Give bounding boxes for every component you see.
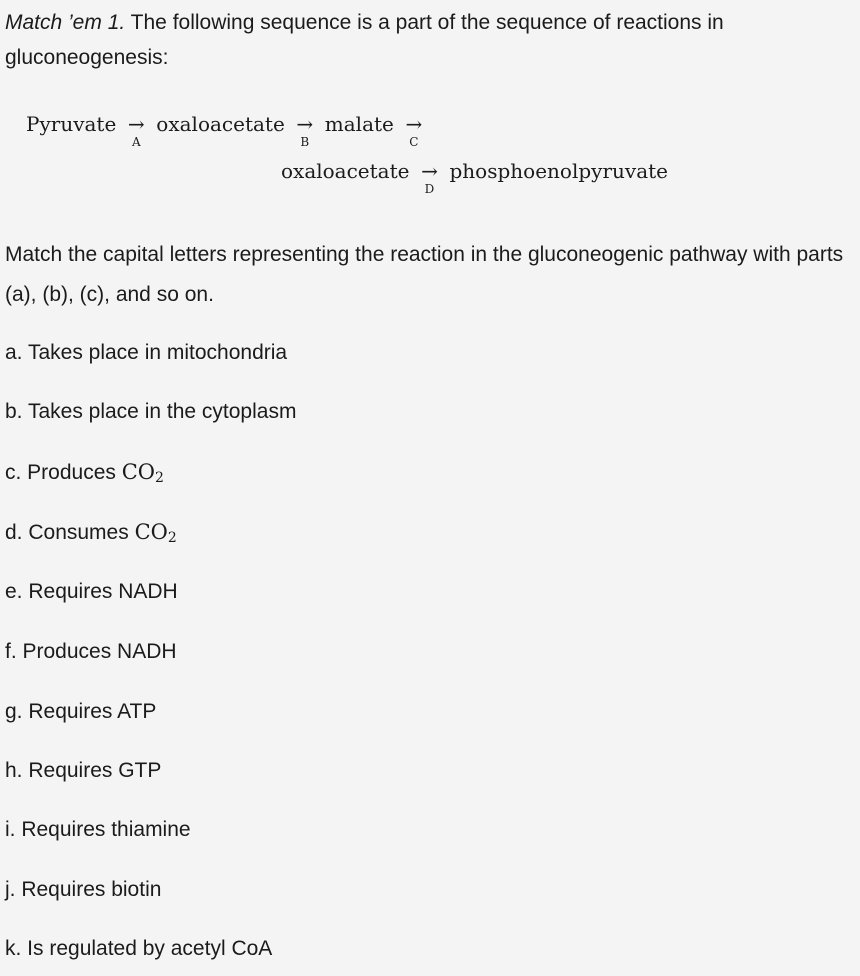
oxaloacetate-term: oxaloacetate <box>156 112 285 136</box>
co2-formula <box>135 520 177 544</box>
co2-base: CO <box>121 460 156 484</box>
option-f: f. Produces NADH <box>5 640 177 663</box>
option-i: i. Requires thiamine <box>5 818 191 841</box>
reaction-d-arrow <box>414 159 444 196</box>
co2-subscript: 2 <box>167 530 177 546</box>
reaction-b-arrow <box>290 112 320 149</box>
option-d-text: d. Consumes <box>5 521 135 544</box>
malate-term: malate <box>324 112 394 136</box>
intro-paragraph <box>5 5 835 75</box>
reaction-equation-line-2 <box>281 159 668 196</box>
reaction-label-b: B <box>300 135 310 149</box>
reaction-label-d: D <box>424 182 435 196</box>
phosphoenolpyruvate-term: phosphoenolpyruvate <box>449 159 668 183</box>
intro-text: The following sequence is a part of the sequence of reactions in gluconeogenesis: <box>5 11 724 69</box>
co2-formula <box>122 460 164 484</box>
right-arrow-icon: → <box>421 159 438 183</box>
option-c <box>5 457 164 488</box>
right-arrow-icon: → <box>127 112 145 136</box>
reaction-label-c: C <box>409 135 419 149</box>
right-arrow-icon: → <box>296 112 314 136</box>
option-b: b. Takes place in the cytoplasm <box>5 400 297 423</box>
reaction-c-arrow <box>399 112 429 149</box>
oxaloacetate-term-2: oxaloacetate <box>281 159 410 183</box>
reaction-label-a: A <box>131 135 141 149</box>
option-g: g. Requires ATP <box>5 700 157 723</box>
right-arrow-icon: → <box>405 112 423 136</box>
pyruvate-term: Pyruvate <box>26 112 117 136</box>
option-h: h. Requires GTP <box>5 759 162 782</box>
option-j: j. Requires biotin <box>5 878 162 901</box>
reaction-equation-line-1 <box>26 112 434 149</box>
option-k: k. Is regulated by acetyl CoA <box>5 937 273 960</box>
option-e: e. Requires NADH <box>5 580 178 603</box>
question-text: Match the capital letters representing the reaction in the gluconeogenic pathway with parts (a), (b), (c), and so on. <box>5 243 844 306</box>
co2-subscript: 2 <box>155 470 164 486</box>
option-c-text: c. Produces <box>5 461 122 484</box>
option-a: a. Takes place in mitochondria <box>5 341 288 364</box>
intro-title: Match ’em 1. <box>5 11 126 34</box>
co2-base: CO <box>134 520 168 544</box>
reaction-a-arrow <box>121 112 151 149</box>
option-d <box>5 517 177 548</box>
